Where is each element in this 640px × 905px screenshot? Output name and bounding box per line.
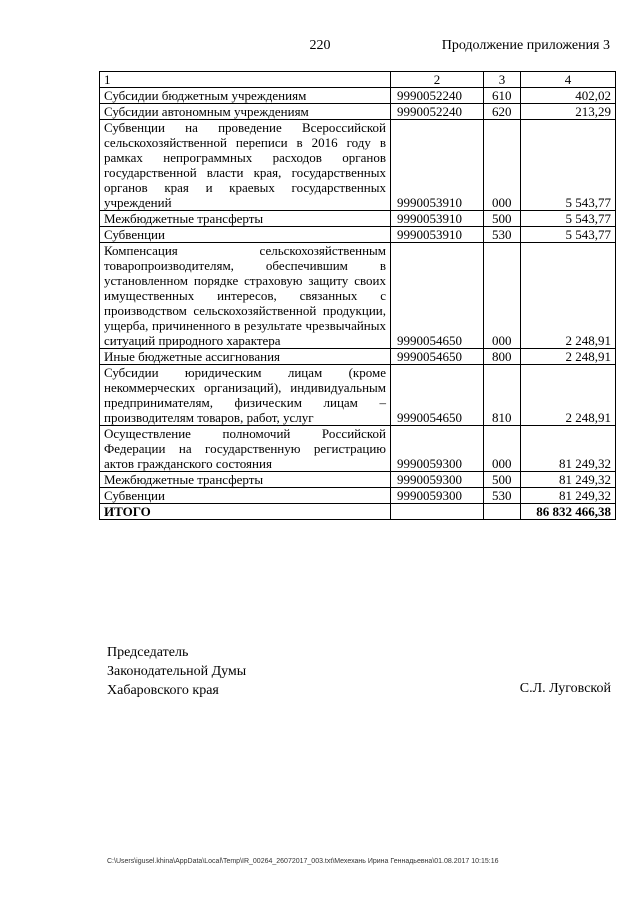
column-header-3: 3	[484, 72, 521, 88]
total-label: ИТОГО	[100, 504, 391, 520]
row-amount: 5 543,77	[521, 227, 616, 243]
row-type: 000	[484, 426, 521, 472]
table-row	[100, 104, 616, 120]
signature-title-line3: Хабаровского края	[107, 683, 219, 698]
row-name: Субсидии юридическим лицам (кроме некоммерческих организаций), индивидуальным предпринимателям, физическим лицам – производителям товаров, работ, услуг	[100, 365, 391, 426]
row-code: 9990059300	[391, 426, 484, 472]
row-name: Межбюджетные трансферты	[100, 472, 391, 488]
row-name: Субвенции на проведение Всероссийской сельскохозяйственной переписи в 2016 году в рамках непрограммных расходов органов государственной власти края, государственных органов края и краевых государственных учреждений	[100, 120, 391, 211]
row-amount: 81 249,32	[521, 488, 616, 504]
table-row	[100, 488, 616, 504]
row-name: Субсидии автономным учреждениям	[100, 104, 391, 120]
signature-block	[107, 643, 246, 700]
row-amount: 81 249,32	[521, 472, 616, 488]
total-type-empty	[484, 504, 521, 520]
row-name: Иные бюджетные ассигнования	[100, 349, 391, 365]
table-row	[100, 211, 616, 227]
table-row	[100, 88, 616, 104]
row-type: 000	[484, 120, 521, 211]
table-row	[100, 349, 616, 365]
column-header-4: 4	[521, 72, 616, 88]
row-name: Осуществление полномочий Российской Федерации на государственную регистрацию актов гражданского состояния	[100, 426, 391, 472]
row-amount: 2 248,91	[521, 349, 616, 365]
row-type: 810	[484, 365, 521, 426]
table-row	[100, 365, 616, 426]
row-code: 9990054650	[391, 365, 484, 426]
table-row	[100, 243, 616, 349]
row-code: 9990053910	[391, 120, 484, 211]
signatory-name: С.Л. Луговской	[519, 681, 611, 696]
column-header-1: 1	[100, 72, 391, 88]
row-type: 500	[484, 472, 521, 488]
row-name: Компенсация сельскохозяйственным товаропроизводителям, обеспечившим в установленном порядке страховую защиту своих имущественных интересов, связанных с производством сельскохозяйственной продукции, ущерба, причиненного в результате чрезвычайных ситуаций природного характера	[100, 243, 391, 349]
table-row	[100, 426, 616, 472]
row-code: 9990052240	[391, 104, 484, 120]
row-type: 620	[484, 104, 521, 120]
total-code-empty	[391, 504, 484, 520]
row-code: 9990053910	[391, 227, 484, 243]
row-type: 530	[484, 488, 521, 504]
row-code: 9990059300	[391, 472, 484, 488]
budget-table	[99, 71, 616, 520]
table-row	[100, 120, 616, 211]
row-type: 800	[484, 349, 521, 365]
row-code: 9990054650	[391, 243, 484, 349]
total-row	[100, 504, 616, 520]
row-code: 9990059300	[391, 488, 484, 504]
row-type: 000	[484, 243, 521, 349]
row-amount: 213,29	[521, 104, 616, 120]
row-name: Субвенции	[100, 488, 391, 504]
footer-file-path: C:\Users\igusel.khina\AppData\Local\Temp\IR_00264_26072017_003.txt\Мехехань Ирина Геннадьевна\01.08.2017 10:15:16	[107, 858, 499, 865]
row-type: 530	[484, 227, 521, 243]
total-amount: 86 832 466,38	[521, 504, 616, 520]
row-code: 9990052240	[391, 88, 484, 104]
row-amount: 5 543,77	[521, 120, 616, 211]
row-amount: 402,02	[521, 88, 616, 104]
table-header-row	[100, 72, 616, 88]
continuation-label: Продолжение приложения 3	[441, 38, 610, 53]
table-row	[100, 472, 616, 488]
signature-title-line2: Законодательной Думы	[107, 664, 247, 679]
row-amount: 2 248,91	[521, 243, 616, 349]
row-type: 610	[484, 88, 521, 104]
page-number: 220	[309, 38, 331, 53]
row-name: Субсидии бюджетным учреждениям	[100, 88, 391, 104]
row-code: 9990054650	[391, 349, 484, 365]
row-type: 500	[484, 211, 521, 227]
row-name: Субвенции	[100, 227, 391, 243]
row-amount: 5 543,77	[521, 211, 616, 227]
row-name: Межбюджетные трансферты	[100, 211, 391, 227]
row-amount: 2 248,91	[521, 365, 616, 426]
row-amount: 81 249,32	[521, 426, 616, 472]
column-header-2: 2	[391, 72, 484, 88]
table-row	[100, 227, 616, 243]
signature-title-line1: Председатель	[107, 645, 189, 660]
row-code: 9990053910	[391, 211, 484, 227]
